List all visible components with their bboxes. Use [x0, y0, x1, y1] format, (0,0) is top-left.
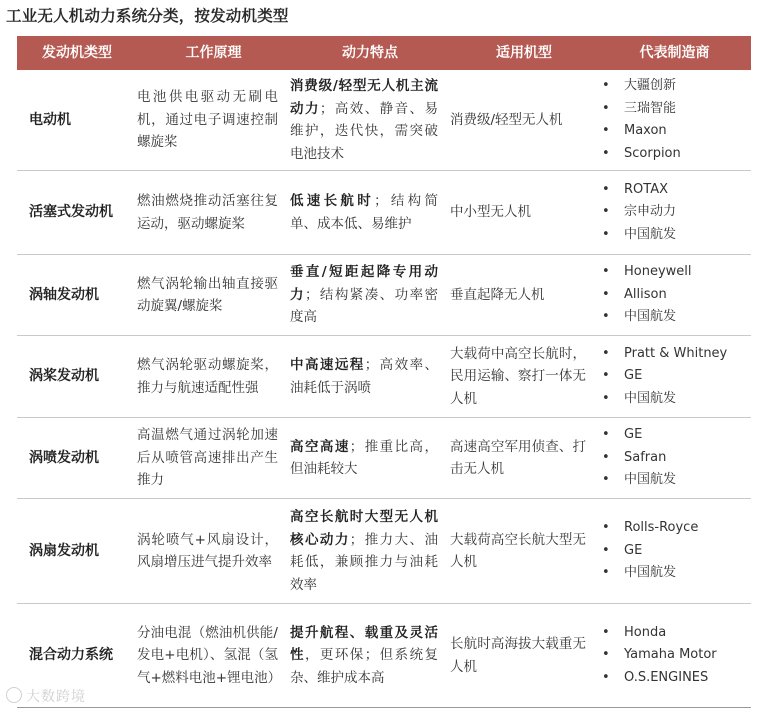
model-cell: 长航时高海拔大载重无人机: [450, 604, 598, 708]
feature-highlight: 高空高速: [290, 438, 350, 455]
engine-type-cell: 涡扇发动机: [17, 499, 137, 604]
table-header-row: [17, 36, 751, 70]
maker-item: • Pratt & Whitney: [598, 343, 751, 366]
header-engine-type: 发动机类型: [17, 36, 137, 70]
makers-cell: [598, 336, 751, 418]
feature-cell: [290, 336, 450, 418]
maker-item: • Rolls-Royce: [598, 517, 751, 540]
maker-item: • Scorpion: [598, 143, 751, 166]
makers-cell: [598, 255, 751, 336]
feature-detail: ，更环保；但系统复杂、维护成本高: [290, 647, 439, 686]
maker-item: • 大疆创新: [598, 75, 751, 98]
table-row: [17, 70, 751, 171]
feature-highlight: 消费级/轻型无人机主流动力: [290, 78, 438, 117]
model-cell: 高速高空军用侦查、打击无人机: [450, 418, 598, 499]
table-row: [17, 499, 751, 604]
model-cell: 垂直起降无人机: [450, 255, 598, 336]
model-cell: 中小型无人机: [450, 171, 598, 255]
feature-detail: ；推重比高，但油耗较大: [290, 438, 439, 477]
model-cell: 大载荷高空长航大型无人机: [450, 499, 598, 604]
feature-detail: ；高效、静音、易维护，迭代快，需突破电池技术: [290, 100, 439, 162]
maker-item: • Allison: [598, 284, 751, 307]
table-row: [17, 336, 751, 418]
feature-highlight: 提升航程、载重及灵活性: [290, 624, 438, 664]
principle-cell: 燃气涡轮输出轴直接驱动旋翼/螺旋桨: [137, 255, 290, 336]
feature-cell: [290, 604, 450, 708]
header-power-features: 动力特点: [290, 36, 450, 70]
header-principle: 工作原理: [137, 36, 290, 70]
feature-cell: [290, 499, 450, 604]
feature-detail: ；结构紧凑、功率密度高: [290, 286, 439, 326]
maker-item: • 中国航发: [598, 224, 751, 247]
principle-cell: 燃油燃烧推动活塞往复运动，驱动螺旋桨: [137, 171, 290, 255]
feature-detail: ；推力大、油耗低，兼顾推力与油耗效率: [290, 531, 439, 593]
makers-cell: [598, 418, 751, 499]
feature-highlight: 高空长航时大型无人机核心动力: [290, 509, 438, 548]
engine-type-cell: 涡喷发动机: [17, 418, 137, 499]
maker-item: • GE: [598, 424, 751, 447]
principle-cell: 燃气涡轮驱动螺旋桨，推力与航速适配性强: [137, 336, 290, 418]
feature-detail: ；高效率、油耗低于涡喷: [290, 357, 439, 396]
feature-cell: [290, 171, 450, 255]
maker-item: • Honda: [598, 622, 751, 645]
maker-item: • GE: [598, 540, 751, 563]
feature-cell: [290, 418, 450, 499]
makers-cell: [598, 499, 751, 604]
maker-item: • O.S.ENGINES: [598, 667, 751, 690]
header-manufacturers: 代表制造商: [598, 36, 751, 70]
feature-detail: ；结构简单、成本低、易维护: [290, 193, 438, 232]
feature-highlight: 低速长航时: [290, 193, 375, 209]
header-applicable-models: 适用机型: [450, 36, 598, 70]
makers-cell: [598, 604, 751, 708]
engine-type-cell: 涡桨发动机: [17, 336, 137, 418]
maker-item: • 宗申动力: [598, 201, 751, 224]
maker-item: • 三瑞智能: [598, 98, 751, 121]
watermark: [6, 686, 86, 706]
maker-item: • 中国航发: [598, 562, 751, 585]
watermark-logo-icon: [6, 687, 22, 703]
maker-item: • Honeywell: [598, 261, 751, 284]
table-row: [17, 604, 751, 708]
maker-item: • Safran: [598, 447, 751, 470]
maker-item: • 中国航发: [598, 469, 751, 492]
table-row: [17, 255, 751, 336]
engine-type-cell: 涡轴发动机: [17, 255, 137, 336]
feature-cell: [290, 70, 450, 171]
principle-cell: 高温燃气通过涡轮加速后从喷管高速排出产生推力: [137, 418, 290, 499]
engine-type-cell: 活塞式发动机: [17, 171, 137, 255]
principle-cell: 分油电混（燃油机供能/发电+电机）、氢混（氢气+燃料电池+锂电池）: [137, 604, 290, 708]
maker-item: • 中国航发: [598, 388, 751, 411]
engine-type-cell: 电动机: [17, 70, 137, 171]
maker-item: • Maxon: [598, 120, 751, 143]
table-row: [17, 418, 751, 499]
maker-item: • GE: [598, 365, 751, 388]
model-cell: 消费级/轻型无人机: [450, 70, 598, 171]
maker-item: • Yamaha Motor: [598, 644, 751, 667]
model-cell: 大载荷中高空长航时，民用运输、察打一体无人机: [450, 336, 598, 418]
feature-highlight: 中高速远程: [290, 357, 365, 373]
makers-cell: [598, 171, 751, 255]
principle-cell: 涡轮喷气+风扇设计，风扇增压进气提升效率: [137, 499, 290, 604]
feature-cell: [290, 255, 450, 336]
maker-item: • ROTAX: [598, 179, 751, 202]
table-row: [17, 171, 751, 255]
makers-cell: [598, 70, 751, 171]
engine-classification-table: [17, 36, 751, 708]
engine-type-cell: 混合动力系统: [17, 604, 137, 708]
watermark-text: 大数跨境: [26, 689, 86, 705]
maker-item: • 中国航发: [598, 306, 751, 329]
principle-cell: 电池供电驱动无刷电机，通过电子调速控制螺旋桨: [137, 70, 290, 171]
page-title: 工业无人机动力系统分类，按发动机类型: [6, 7, 289, 25]
feature-highlight: 垂直/短距起降专用动力: [290, 264, 438, 303]
